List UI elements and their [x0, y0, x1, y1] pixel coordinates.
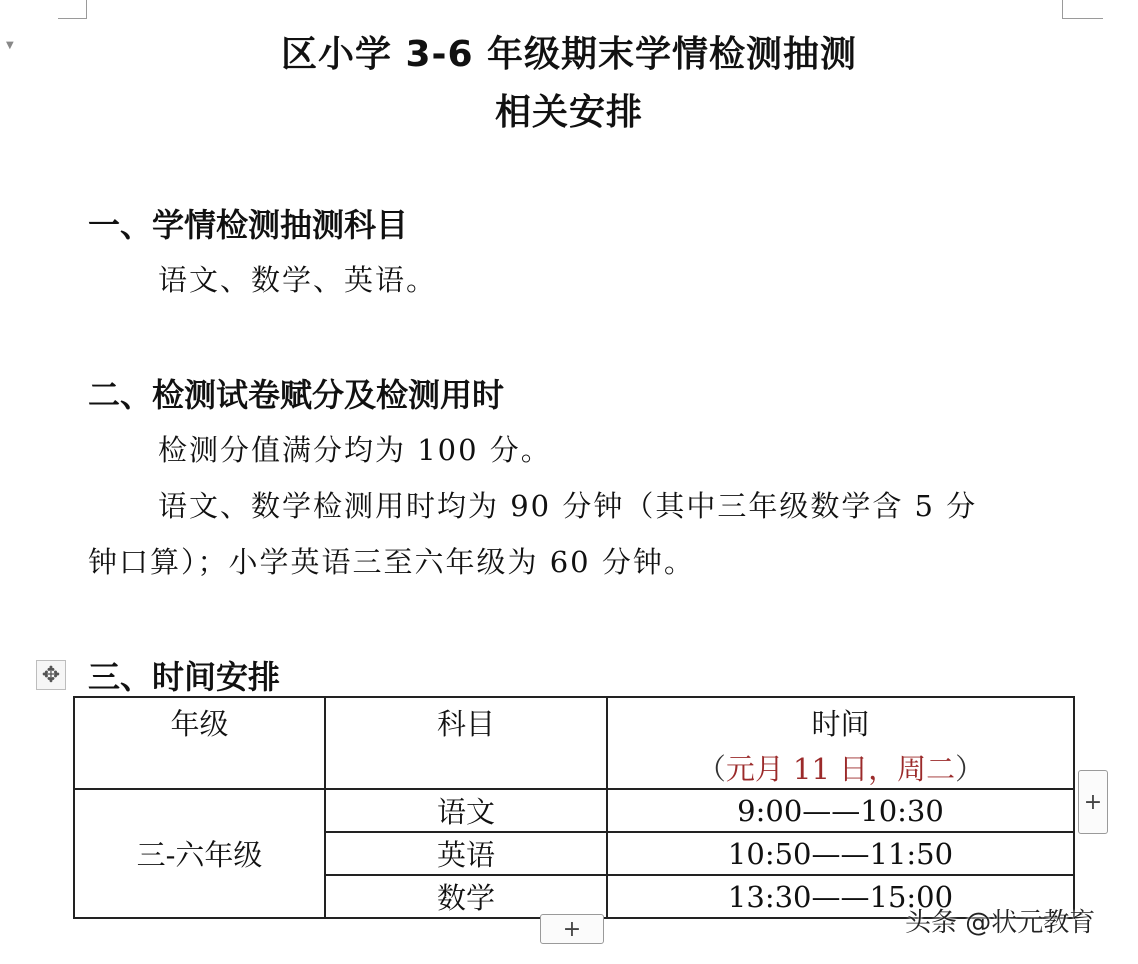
- document-title-line1: 区小学 3-6 年级期末学情检测抽测: [280, 34, 858, 75]
- move-arrows-icon: ✥: [41, 662, 61, 688]
- subject-label: 语文: [436, 795, 495, 829]
- subject-label: 英语: [436, 838, 495, 872]
- time-label: 13:30——15:00: [727, 879, 954, 914]
- subject-cell[interactable]: [325, 875, 607, 918]
- header-date: 元月 11 日，周二: [725, 752, 956, 786]
- time-label: 10:50——11:50: [727, 836, 954, 871]
- section-heading-schedule: 三、时间安排: [88, 658, 281, 696]
- add-column-button[interactable]: [1078, 770, 1108, 834]
- plus-icon: +: [1083, 789, 1103, 815]
- header-cell-subject[interactable]: [325, 697, 607, 789]
- date-open-paren: （: [696, 752, 726, 786]
- header-date-line: [608, 747, 1073, 788]
- time-label: 9:00——10:30: [737, 793, 944, 828]
- subjects-paragraph: 语文、数学、英语。: [158, 263, 438, 297]
- collapse-caret-icon: ▼: [6, 40, 14, 51]
- time-cell[interactable]: [607, 832, 1074, 875]
- page-corner-mark-right: [1062, 0, 1103, 19]
- schedule-table[interactable]: [73, 696, 1075, 919]
- time-cell[interactable]: [607, 789, 1074, 832]
- subject-cell[interactable]: [325, 832, 607, 875]
- grade-label: 三-六年级: [136, 838, 263, 872]
- section-heading-scoring: 二、检测试卷赋分及检测用时: [88, 376, 505, 414]
- table-header-row: [74, 697, 1074, 789]
- header-grade-label: 年级: [170, 707, 229, 741]
- header-subject-label: 科目: [436, 707, 495, 741]
- score-paragraph: 检测分值满分均为 100 分。: [158, 433, 552, 467]
- section-heading-subjects: 一、学情检测抽测科目: [88, 206, 409, 244]
- table-row: [74, 789, 1074, 832]
- subject-cell[interactable]: [325, 789, 607, 832]
- page-corner-mark-left: [58, 0, 87, 19]
- header-cell-grade[interactable]: [74, 697, 325, 789]
- grade-cell[interactable]: [74, 789, 325, 918]
- table-move-handle[interactable]: [36, 660, 66, 690]
- watermark: 头条 @状元教育: [905, 908, 1096, 938]
- header-time-label: 时间: [811, 707, 870, 741]
- header-cell-time[interactable]: [607, 697, 1074, 789]
- plus-icon: +: [562, 916, 582, 942]
- add-row-button[interactable]: [540, 914, 604, 944]
- subject-label: 数学: [436, 881, 495, 915]
- duration-paragraph-line2: 钟口算）；小学英语三至六年级为 60 分钟。: [88, 545, 695, 579]
- date-close-paren: ）: [955, 752, 985, 786]
- document-title-line2: 相关安排: [494, 92, 643, 133]
- duration-paragraph-line1: 语文、数学检测用时均为 90 分钟（其中三年级数学含 5 分: [158, 489, 978, 523]
